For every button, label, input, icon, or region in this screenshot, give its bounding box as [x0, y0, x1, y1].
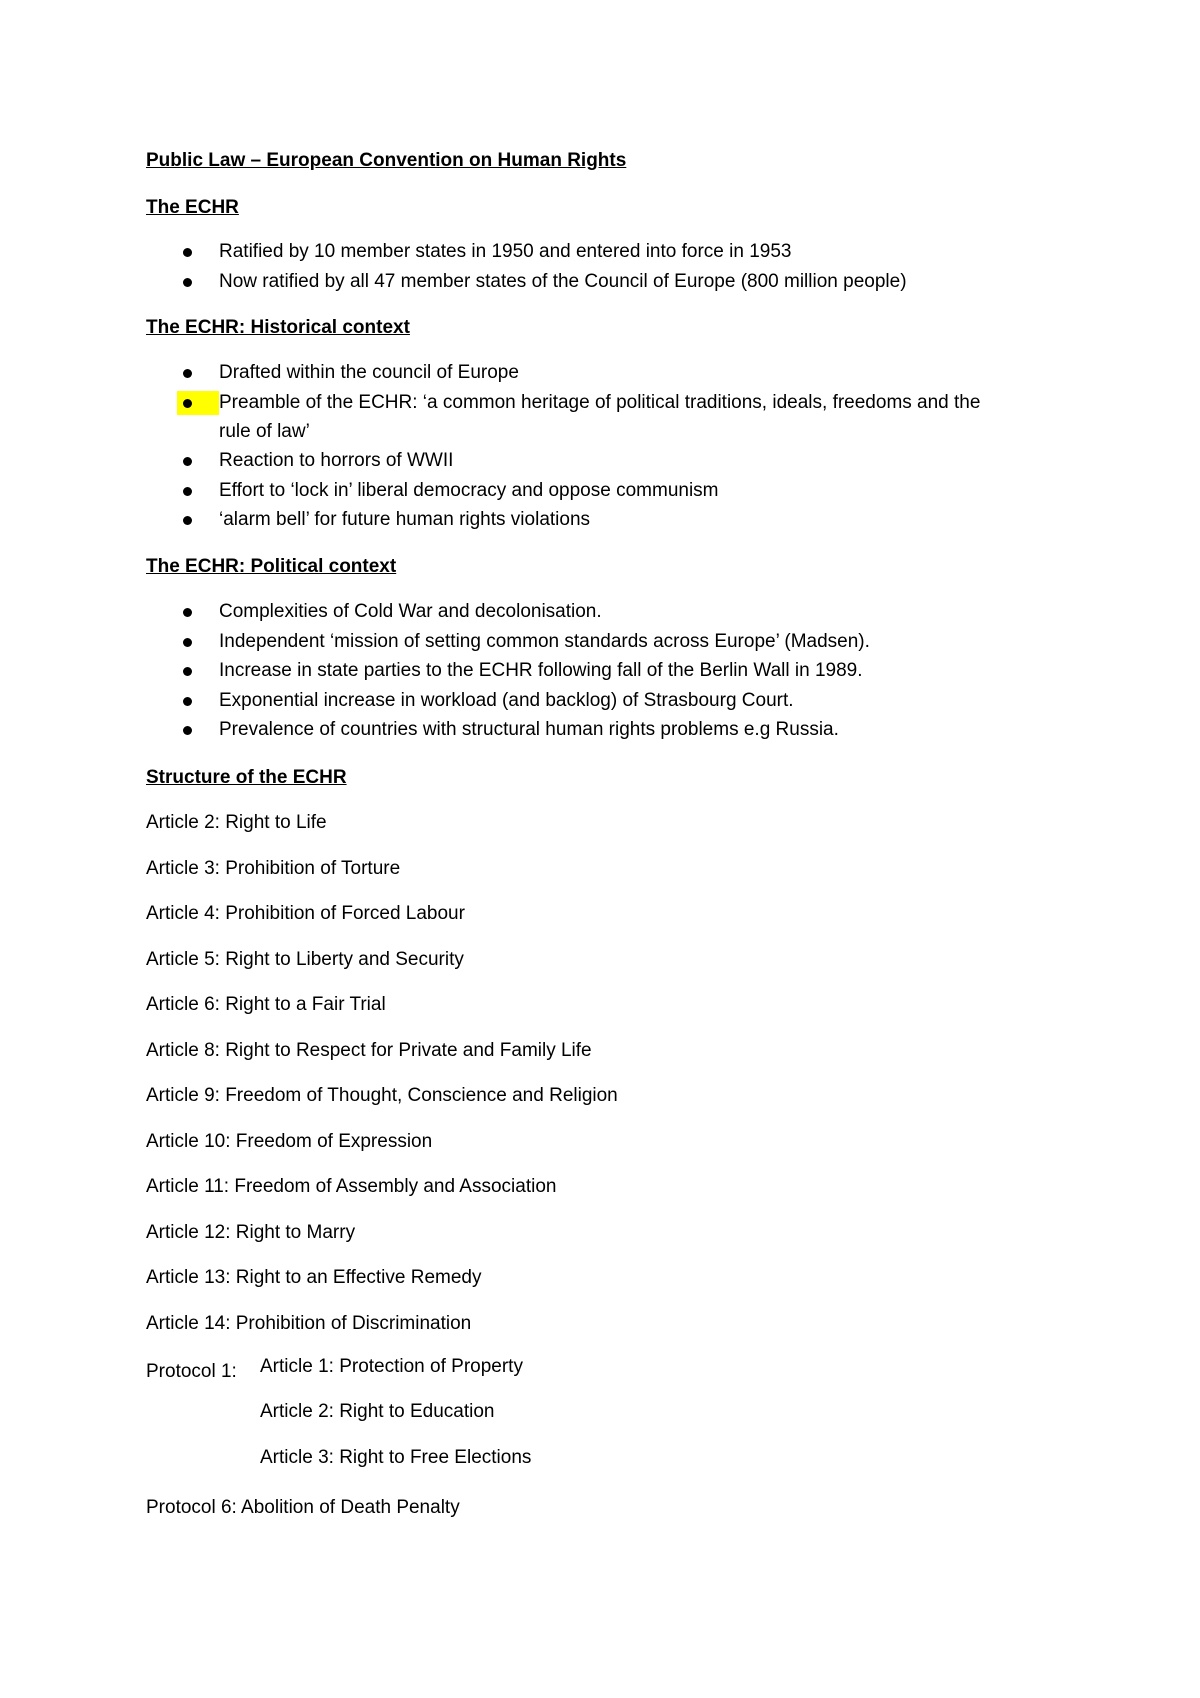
list-item: Effort to ‘lock in’ liberal democracy and oppose communism — [219, 480, 719, 501]
section-heading-political-context: The ECHR: Political context — [146, 556, 397, 577]
section-heading-historical-context: The ECHR: Historical context — [146, 317, 410, 338]
bullet-icon — [183, 248, 192, 257]
article-item: Article 11: Freedom of Assembly and Association — [146, 1176, 557, 1197]
section-heading-echr: The ECHR — [146, 197, 239, 218]
article-item: Article 14: Prohibition of Discrimination — [146, 1313, 472, 1334]
list-item: Complexities of Cold War and decolonisation. — [219, 601, 602, 622]
article-item: Article 5: Right to Liberty and Security — [146, 949, 464, 970]
bullet-icon — [183, 638, 192, 647]
bullet-icon — [183, 457, 192, 466]
list-item: Independent ‘mission of setting common standards across Europe’ (Madsen). — [219, 631, 870, 652]
article-item: Article 13: Right to an Effective Remedy — [146, 1267, 482, 1288]
bullet-icon — [183, 278, 192, 287]
article-item: Article 3: Prohibition of Torture — [146, 858, 401, 879]
protocol-6-item: Protocol 6: Abolition of Death Penalty — [146, 1497, 460, 1518]
list-item: Drafted within the council of Europe — [219, 362, 519, 383]
bullet-icon — [183, 369, 192, 378]
bullet-icon — [183, 608, 192, 617]
article-item: Article 12: Right to Marry — [146, 1222, 356, 1243]
section-heading-structure: Structure of the ECHR — [146, 767, 347, 788]
bullet-icon — [183, 516, 192, 525]
protocol-1-label: Protocol 1: — [146, 1361, 237, 1382]
article-item: Article 4: Prohibition of Forced Labour — [146, 903, 465, 924]
list-item: Ratified by 10 member states in 1950 and entered into force in 1953 — [219, 241, 792, 262]
article-item: Article 6: Right to a Fair Trial — [146, 994, 386, 1015]
page-title: Public Law – European Convention on Human Rights — [146, 150, 627, 171]
protocol-article-item: Article 1: Protection of Property — [260, 1356, 523, 1377]
list-item: Exponential increase in workload (and backlog) of Strasbourg Court. — [219, 690, 794, 711]
list-item: Increase in state parties to the ECHR following fall of the Berlin Wall in 1989. — [219, 660, 863, 681]
protocol-article-item: Article 2: Right to Education — [260, 1401, 495, 1422]
bullet-icon — [183, 697, 192, 706]
bullet-icon — [183, 399, 192, 408]
article-item: Article 2: Right to Life — [146, 812, 327, 833]
article-item: Article 9: Freedom of Thought, Conscience and Religion — [146, 1085, 618, 1106]
list-item: Reaction to horrors of WWII — [219, 450, 454, 471]
article-item: Article 10: Freedom of Expression — [146, 1131, 433, 1152]
list-item: Preamble of the ECHR: ‘a common heritage of political traditions, ideals, freedoms and the — [219, 392, 981, 413]
article-item: Article 8: Right to Respect for Private and Family Life — [146, 1040, 592, 1061]
protocol-article-item: Article 3: Right to Free Elections — [260, 1447, 532, 1468]
bullet-icon — [183, 726, 192, 735]
list-item-continuation: rule of law’ — [219, 421, 310, 442]
list-item: ‘alarm bell’ for future human rights violations — [219, 509, 591, 530]
list-item: Now ratified by all 47 member states of the Council of Europe (800 million people) — [219, 271, 907, 292]
bullet-icon — [183, 667, 192, 676]
bullet-icon — [183, 487, 192, 496]
list-item: Prevalence of countries with structural human rights problems e.g Russia. — [219, 719, 839, 740]
